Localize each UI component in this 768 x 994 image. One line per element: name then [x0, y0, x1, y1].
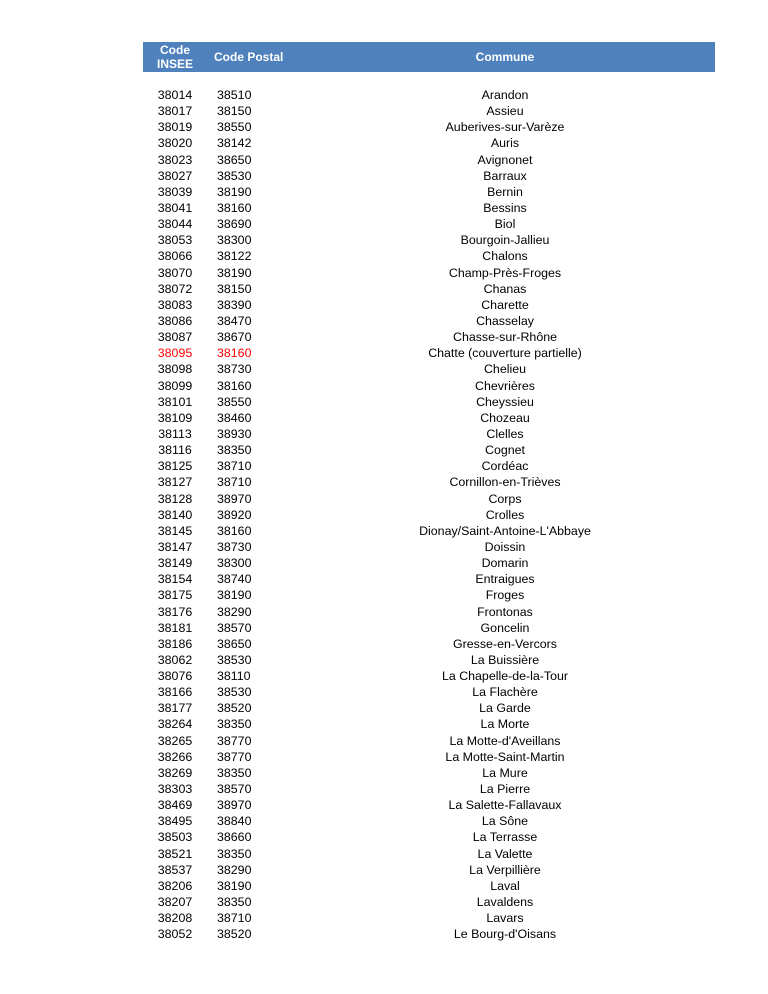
- cell-commune: Cognet: [485, 443, 525, 458]
- cell-commune: La Buissière: [470, 652, 540, 667]
- cell-commune: Frontonas: [477, 604, 533, 619]
- table-row: [143, 894, 715, 910]
- cell-code-postal: 38350: [217, 717, 252, 732]
- table-row: [143, 87, 715, 103]
- cell-code-postal: 38520: [217, 701, 252, 716]
- table-row: [143, 119, 715, 135]
- table-row: [143, 555, 715, 571]
- cell-code-postal: 38300: [217, 556, 252, 571]
- cell-code-postal: 38670: [217, 330, 252, 345]
- cell-code-insee: 38109: [157, 410, 193, 425]
- table-row: [143, 829, 715, 845]
- cell-code-insee: 38177: [157, 701, 193, 716]
- cell-code-postal: 38530: [217, 168, 252, 183]
- cell-commune: Crolles: [485, 507, 525, 522]
- cell-code-postal: 38650: [217, 152, 252, 167]
- table-row: [143, 539, 715, 555]
- cell-code-postal: 38970: [217, 798, 252, 813]
- cell-code-insee: 38127: [157, 475, 193, 490]
- table-row: [143, 684, 715, 700]
- cell-commune: Auberives-sur-Varèze: [445, 120, 565, 135]
- cell-commune: Goncelin: [480, 620, 530, 635]
- cell-code-insee: 38116: [158, 443, 192, 458]
- cell-commune: Bernin: [487, 184, 523, 199]
- cell-commune: Clelles: [486, 426, 524, 441]
- cell-code-insee: 38269: [157, 765, 193, 780]
- cell-code-postal: 38150: [217, 281, 252, 296]
- header-code-insee-line1: Code: [160, 43, 190, 57]
- cell-commune: La Verpillière: [469, 862, 541, 877]
- cell-commune: La Garde: [479, 701, 531, 716]
- cell-code-postal: 38840: [217, 814, 252, 829]
- table-header: [143, 42, 715, 72]
- cell-code-insee: 38083: [157, 297, 193, 312]
- cell-code-postal: 38350: [217, 765, 252, 780]
- cell-commune: La Flachère: [472, 685, 538, 700]
- cell-code-insee: 38147: [157, 539, 193, 554]
- table-row: [143, 248, 715, 264]
- cell-commune: La Motte-Saint-Martin: [445, 749, 565, 764]
- cell-code-insee: 38264: [157, 717, 193, 732]
- cell-code-postal: 38770: [217, 733, 252, 748]
- cell-code-insee: 38066: [157, 249, 193, 264]
- table-row: [143, 103, 715, 119]
- cell-code-insee: 38175: [157, 588, 193, 603]
- cell-code-insee: 38017: [157, 104, 193, 119]
- cell-commune: Arandon: [481, 88, 529, 102]
- cell-code-insee: 38537: [157, 862, 193, 877]
- cell-code-postal: 38160: [217, 200, 252, 215]
- cell-commune: Chalons: [482, 249, 528, 264]
- cell-commune: Auris: [490, 136, 520, 151]
- table-row: [143, 733, 715, 749]
- cell-code-insee: 38039: [157, 184, 193, 199]
- cell-commune: La Mure: [482, 765, 528, 780]
- cell-commune: Chevrières: [475, 378, 535, 393]
- cell-code-insee: 38023: [157, 152, 193, 167]
- cell-code-postal: 38110: [217, 669, 251, 684]
- table-row: [143, 587, 715, 603]
- cell-code-insee: 38101: [157, 394, 193, 409]
- cell-commune: Laval: [490, 878, 520, 893]
- cell-commune: Entraigues: [475, 572, 535, 587]
- cell-code-postal: 38530: [217, 652, 252, 667]
- cell-code-postal: 38160: [217, 523, 252, 538]
- cell-code-postal: 38690: [217, 217, 252, 232]
- cell-code-insee: 38140: [157, 507, 193, 522]
- cell-code-insee: 38044: [157, 217, 193, 232]
- cell-code-insee: 38265: [157, 733, 193, 748]
- cell-commune: Froges: [485, 588, 525, 603]
- cell-code-postal: 38350: [217, 443, 252, 458]
- cell-code-postal: 38300: [217, 233, 252, 248]
- table-row: [143, 507, 715, 523]
- cell-commune: Barraux: [483, 168, 527, 183]
- cell-code-insee: 38145: [157, 523, 193, 538]
- table-row: [143, 426, 715, 442]
- table-row: [143, 620, 715, 636]
- cell-code-postal: 38710: [217, 459, 252, 474]
- table-row: [143, 765, 715, 781]
- cell-code-insee: 38149: [157, 556, 193, 571]
- cell-code-postal: 38190: [217, 265, 252, 280]
- commune-table: [143, 42, 715, 942]
- cell-code-insee: 38041: [157, 200, 193, 215]
- table-row: [143, 152, 715, 168]
- table-row: [143, 329, 715, 345]
- table-row: [143, 523, 715, 539]
- cell-code-postal: 38142: [217, 136, 252, 151]
- table-row: [143, 345, 715, 361]
- header-code-postal: Code Postal: [214, 50, 284, 64]
- cell-code-postal: 38520: [217, 927, 252, 942]
- cell-code-postal: 38550: [217, 120, 252, 135]
- cell-code-insee: 38207: [157, 895, 193, 910]
- table-row: [143, 394, 715, 410]
- cell-commune: La Motte-d'Aveillans: [449, 733, 561, 748]
- cell-code-insee: 38125: [157, 459, 193, 474]
- cell-code-insee: 38076: [157, 669, 193, 684]
- table-row: [143, 458, 715, 474]
- table-row: [143, 442, 715, 458]
- cell-code-postal: 38970: [217, 491, 252, 506]
- table-row: [143, 168, 715, 184]
- table-row: [143, 474, 715, 490]
- cell-code-postal: 38460: [217, 410, 252, 425]
- table-row: [143, 361, 715, 377]
- cell-commune: Charette: [481, 297, 529, 312]
- cell-code-insee: 38062: [157, 652, 193, 667]
- cell-code-insee: 38154: [157, 572, 193, 587]
- header-commune: Commune: [475, 50, 535, 64]
- cell-code-postal: 38730: [217, 362, 252, 377]
- cell-code-insee: 38027: [157, 168, 193, 183]
- cell-code-postal: 38470: [217, 313, 252, 328]
- cell-code-insee: 38020: [157, 136, 193, 151]
- header-code-insee-line2: INSEE: [156, 57, 193, 71]
- cell-code-insee: 38469: [157, 798, 193, 813]
- cell-commune: Dionay/Saint-Antoine-L'Abbaye: [419, 523, 591, 538]
- cell-commune: Le Bourg-d'Oisans: [453, 927, 557, 942]
- cell-code-postal: 38710: [217, 475, 252, 490]
- cell-code-insee: 38521: [157, 846, 193, 861]
- table-row: [143, 878, 715, 894]
- cell-code-insee: 38087: [157, 330, 193, 345]
- cell-commune: Cordéac: [481, 459, 529, 474]
- table-row: [143, 797, 715, 813]
- table-row: [143, 378, 715, 394]
- cell-code-postal: 38920: [217, 507, 252, 522]
- cell-code-insee: 38095: [157, 346, 193, 361]
- cell-code-insee: 38266: [157, 749, 193, 764]
- cell-code-insee: 38053: [157, 233, 193, 248]
- cell-code-insee: 38072: [157, 281, 193, 296]
- cell-commune: Chelieu: [483, 362, 527, 377]
- cell-code-insee: 38019: [157, 120, 193, 135]
- cell-code-postal: 38770: [217, 749, 252, 764]
- table-row: [143, 200, 715, 216]
- table-row: [143, 716, 715, 732]
- table-row: [143, 571, 715, 587]
- cell-code-insee: 38128: [157, 491, 193, 506]
- cell-code-postal: 38530: [217, 685, 252, 700]
- table-row: [143, 265, 715, 281]
- cell-code-postal: 38350: [217, 895, 252, 910]
- cell-code-insee: 38495: [157, 814, 193, 829]
- cell-code-postal: 38570: [217, 782, 252, 797]
- cell-commune: Gresse-en-Vercors: [453, 636, 557, 651]
- table-row: [143, 862, 715, 878]
- cell-commune: La Salette-Fallavaux: [448, 798, 562, 813]
- cell-commune: Lavaldens: [476, 895, 534, 910]
- table-row: [143, 410, 715, 426]
- cell-commune: Chatte (couverture partielle): [428, 346, 582, 361]
- cell-code-postal: 38740: [217, 572, 252, 587]
- cell-code-postal: 38190: [217, 184, 252, 199]
- table-row: [143, 749, 715, 765]
- cell-code-postal: 38390: [217, 297, 252, 312]
- table-row: [143, 491, 715, 507]
- cell-code-insee: 38113: [158, 426, 192, 441]
- cell-commune: Champ-Près-Froges: [448, 265, 562, 280]
- cell-code-postal: 38660: [217, 830, 252, 845]
- cell-code-insee: 38052: [157, 927, 193, 942]
- cell-code-insee: 38070: [157, 265, 193, 280]
- cell-code-insee: 38176: [157, 604, 193, 619]
- cell-code-postal: 38160: [217, 346, 252, 361]
- cell-code-insee: 38098: [157, 362, 193, 377]
- cell-commune: Corps: [488, 491, 522, 506]
- table-row: [143, 926, 715, 942]
- cell-code-postal: 38930: [217, 426, 252, 441]
- cell-code-insee: 38181: [157, 620, 193, 635]
- table-row: [143, 700, 715, 716]
- cell-code-postal: 38730: [217, 539, 252, 554]
- cell-commune: La Pierre: [479, 782, 531, 797]
- cell-commune: Biol: [494, 217, 516, 232]
- cell-commune: Bourgoin-Jallieu: [460, 233, 550, 248]
- cell-code-insee: 38208: [157, 911, 193, 926]
- cell-code-postal: 38190: [217, 588, 252, 603]
- cell-code-postal: 38710: [217, 911, 252, 926]
- cell-commune: Bessins: [483, 200, 527, 215]
- cell-code-postal: 38510: [217, 88, 252, 102]
- cell-commune: Avignonet: [477, 152, 533, 167]
- table-row: [143, 668, 715, 684]
- table-row: [143, 297, 715, 313]
- cell-code-insee: 38014: [157, 88, 193, 102]
- table-row: [143, 636, 715, 652]
- table-row: [143, 281, 715, 297]
- cell-commune: La Sône: [481, 814, 529, 829]
- cell-code-insee: 38503: [157, 830, 193, 845]
- table-body: [143, 87, 715, 942]
- cell-code-insee: 38166: [157, 685, 193, 700]
- cell-commune: Lavars: [486, 911, 524, 926]
- cell-commune: La Valette: [477, 846, 533, 861]
- cell-commune: Chasse-sur-Rhône: [453, 330, 557, 345]
- cell-commune: Domarin: [481, 556, 529, 571]
- cell-commune: Chanas: [483, 281, 527, 296]
- cell-code-postal: 38150: [217, 104, 252, 119]
- table-row: [143, 184, 715, 200]
- cell-code-insee: 38206: [157, 878, 193, 893]
- cell-code-insee: 38086: [157, 313, 193, 328]
- table-row: [143, 135, 715, 151]
- cell-code-postal: 38290: [217, 604, 252, 619]
- cell-code-postal: 38650: [217, 636, 252, 651]
- cell-commune: Chasselay: [476, 313, 534, 328]
- cell-commune: La Chapelle-de-la-Tour: [441, 669, 569, 684]
- cell-code-insee: 38099: [157, 378, 193, 393]
- cell-code-insee: 38303: [157, 782, 193, 797]
- cell-commune: Assieu: [486, 104, 524, 119]
- cell-code-postal: 38290: [217, 862, 252, 877]
- cell-commune: Doissin: [484, 539, 526, 554]
- table-row: [143, 846, 715, 862]
- cell-code-postal: 38570: [217, 620, 252, 635]
- cell-code-postal: 38122: [217, 249, 252, 264]
- table-row: [143, 910, 715, 926]
- table-row: [143, 604, 715, 620]
- cell-commune: Cornillon-en-Trièves: [449, 475, 561, 490]
- table-row: [143, 216, 715, 232]
- table-row: [143, 313, 715, 329]
- table-row: [143, 781, 715, 797]
- cell-code-postal: 38350: [217, 846, 252, 861]
- cell-code-insee: 38186: [157, 636, 193, 651]
- table-row: [143, 652, 715, 668]
- cell-code-postal: 38160: [217, 378, 252, 393]
- header-code-insee: [143, 43, 207, 71]
- cell-commune: Chozeau: [480, 410, 530, 425]
- table-row: [143, 232, 715, 248]
- cell-commune: Cheyssieu: [476, 394, 534, 409]
- cell-code-postal: 38550: [217, 394, 252, 409]
- cell-commune: La Morte: [480, 717, 530, 732]
- cell-commune: La Terrasse: [472, 830, 538, 845]
- table-row: [143, 813, 715, 829]
- cell-code-postal: 38190: [217, 878, 252, 893]
